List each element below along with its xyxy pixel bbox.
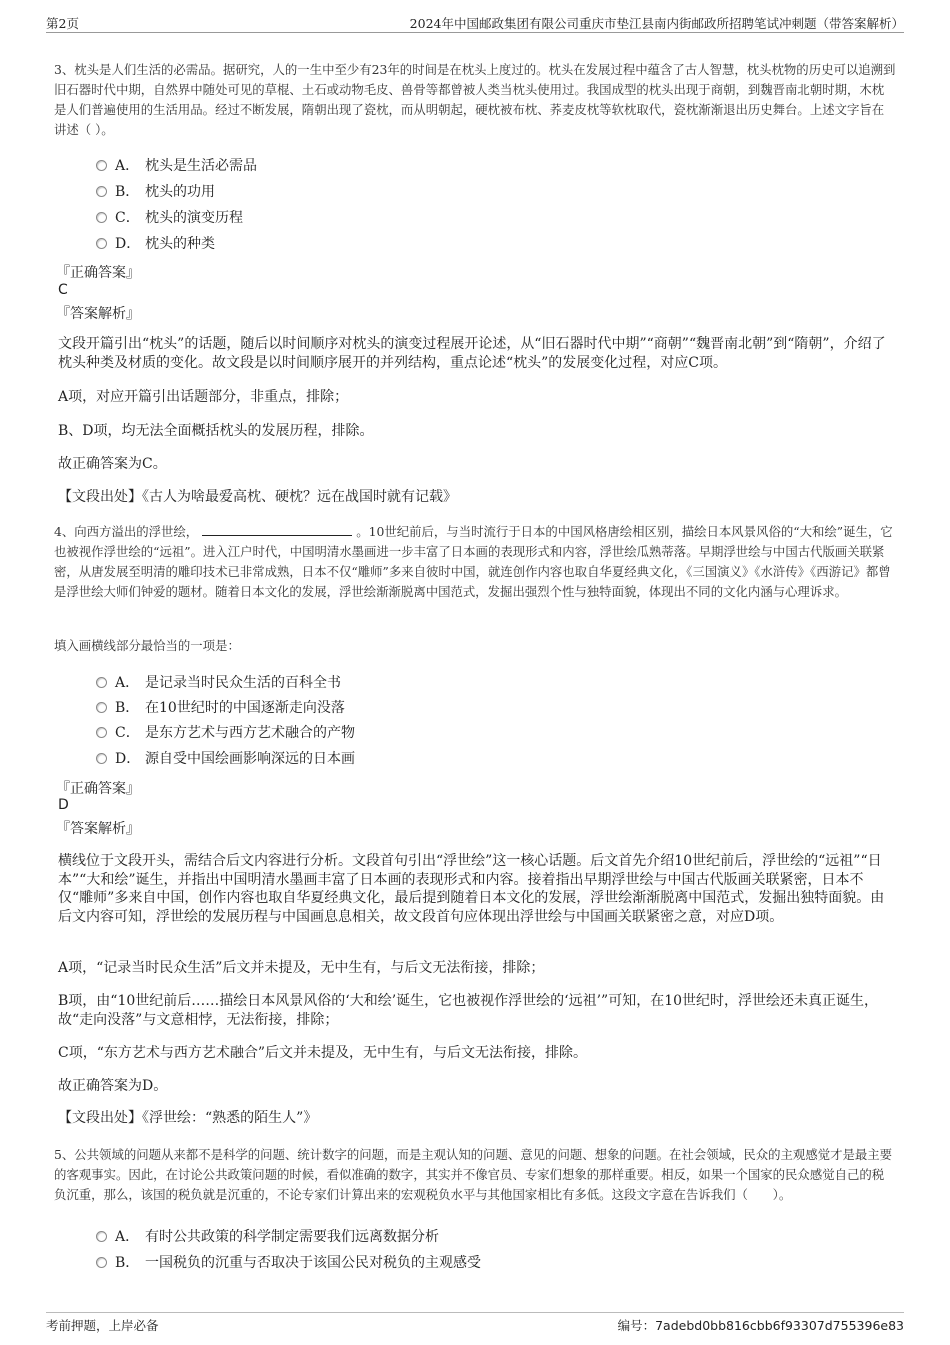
page-number: 第2页 [46,16,79,31]
q4-analysis-a: A项，“记录当时民众生活”后文并未提及，无中生有，与后文无法衔接，排除； [58,960,545,976]
document-title: 2024年中国邮政集团有限公司重庆市垫江县南内街邮政所招聘笔试冲刺题（带答案解析） [409,16,904,31]
footer-slogan: 考前押题，上岸必备 [46,1318,159,1333]
radio-icon[interactable] [96,238,107,249]
question-5-text: 5、公共领域的问题从来都不是科学的问题、统计数字的问题，而是主观认知的问题、意见的问题、想象的问题。在社会领域，民众的主观感觉才是最主要的客观事实。因此，在讨论公共政策问题的时候，看似准确的数字，其实并不像官员、专家们想象的那样重要。相反，如果一个国家的民众感觉自己的税负沉重，那么，该国的税负就是沉重的，不论专家们计算出来的宏观税负水平与其他国家相比有多低。这段文字意在告诉我们（ ）。 [54,1147,893,1202]
q3-conclusion: 故正确答案为C。 [58,456,167,472]
radio-icon[interactable] [96,702,107,713]
radio-icon[interactable] [96,727,107,738]
q4-source: 【文段出处】《浮世绘：“熟悉的陌生人”》 [58,1110,318,1126]
radio-icon[interactable] [96,1257,107,1268]
q3-answer-label: 『正确答案』 [56,265,140,281]
q4-option-b[interactable]: B． 在10世纪时的中国逐渐走向没落 [96,697,345,719]
q5-option-a[interactable]: A． 有时公共政策的科学制定需要我们远离数据分析 [96,1226,439,1248]
q4-analysis-c: C项，“东方艺术与西方艺术融合”后文并未提及，无中生有，与后文无法衔接，排除。 [58,1045,588,1061]
q3-option-b[interactable]: B． 枕头的功用 [96,181,215,203]
document-code: 编号：7adebd0bb816cbb6f93307d755396e83 [617,1318,904,1333]
q3-option-c[interactable]: C． 枕头的演变历程 [96,207,243,229]
question-4-prompt: 填入画横线部分最恰当的一项是： [54,638,240,653]
radio-icon[interactable] [96,1231,107,1242]
q4-option-c[interactable]: C． 是东方艺术与西方艺术融合的产物 [96,722,355,744]
q3-analysis-bd: B、D项，均无法全面概括枕头的发展历程，排除。 [58,423,374,439]
q4-answer-label: 『正确答案』 [56,781,140,797]
q3-analysis-label: 『答案解析』 [56,306,140,322]
radio-icon[interactable] [96,677,107,688]
q4-conclusion: 故正确答案为D。 [58,1078,168,1094]
question-4-text: 4、向西方溢出的浮世绘， 。10世纪前后，与当时流行于日本的中国风格唐绘相区别，描绘日本风景风俗的“大和绘”诞生，它也被视作浮世绘的“远祖”。进入江户时代，中国明清水墨画进一步丰富了日本画的表现形式和内容，浮世绘瓜熟蒂落。早期浮世绘与中国古代版画关联紧密，从唐发展至明清的雕印技术已非常成熟，日本不仅“雕师”多来自彼时中国，就连创作内容也取自华夏经典文化，《三国演义》《水浒传》《西游记》都曾是浮世绘大师们钟爱的题材。随着日本文化的发展，浮世绘渐渐脱离中国范式，发掘出强烈个性与独特面貌，体现出不同的文化内涵与心理诉求。 [54,524,893,599]
page-header [46,14,904,33]
q3-analysis-a: A项，对应开篇引出话题部分，非重点，排除； [58,389,349,405]
radio-icon[interactable] [96,186,107,197]
radio-icon[interactable] [96,753,107,764]
q4-option-d[interactable]: D． 源自受中国绘画影响深远的日本画 [96,748,355,770]
q3-answer: C [58,282,68,298]
q4-option-a[interactable]: A． 是记录当时民众生活的百科全书 [96,672,341,694]
q4-analysis-b: B项，由“10世纪前后……描绘日本风景风俗的‘大和绘’诞生，它也被视作浮世绘的‘远祖’”可知，在10世纪时，浮世绘还未真正诞生，故“走向没落”与文意相悖，无法衔接，排除； [58,993,879,1028]
radio-icon[interactable] [96,160,107,171]
q3-source: 【文段出处】《古人为啥最爱高枕、硬枕？远在战国时就有记载》 [58,489,457,505]
q4-analysis-main: 横线位于文段开头，需结合后文内容进行分析。文段首句引出“浮世绘”这一核心话题。后文首先介绍10世纪前后，浮世绘的“远祖”“日本”“大和绘”诞生，并指出中国明清水墨画丰富了日本画的表现形式和内容。接着指出早期浮世绘与中国古代版画关联紧密，日本不仅“雕师”多来自中国，创作内容也取自华夏经典文化，最后提到随着日本文化的发展，浮世绘渐渐脱离中国范式，发掘出独特面貌。由后文内容可知，浮世绘的发展历程与中国画息息相关，故文段首句应体现出浮世绘与中国画关联紧密之意，对应D项。 [58,853,885,925]
fill-blank [202,523,352,536]
radio-icon[interactable] [96,212,107,223]
page-footer [46,1312,904,1334]
q3-option-a[interactable]: A． 枕头是生活必需品 [96,155,257,177]
q3-analysis-main: 文段开篇引出“枕头”的话题，随后以时间顺序对枕头的演变过程展开论述，从“旧石器时代中期”“商朝”“魏晋南北朝”到“隋朝”，介绍了枕头种类及材质的变化。故文段是以时间顺序展开的并列结构，重点论述“枕头”的发展变化过程，对应C项。 [58,336,886,371]
q4-analysis-label: 『答案解析』 [56,821,140,837]
q4-answer: D [58,797,69,813]
q3-option-d[interactable]: D． 枕头的种类 [96,233,215,255]
question-3-text: 3、枕头是人们生活的必需品。据研究，人的一生中至少有23年的时间是在枕头上度过的。枕头在发展过程中蕴含了古人智慧，枕头枕物的历史可以追溯到旧石器时代中期，自然界中随处可见的草棍、土石或动物毛皮、兽骨等都曾被人类当枕头使用过。我国成型的枕头出现于商朝，到魏晋南北朝时期，木枕是人们普遍使用的生活用品。经过不断发展，隋朝出现了瓷枕，而从明朝起，硬枕被布枕、荞麦皮枕等软枕取代，瓷枕渐渐退出历史舞台。上述文字旨在讲述（ ）。 [54,62,896,137]
q5-option-b[interactable]: B． 一国税负的沉重与否取决于该国公民对税负的主观感受 [96,1252,481,1274]
